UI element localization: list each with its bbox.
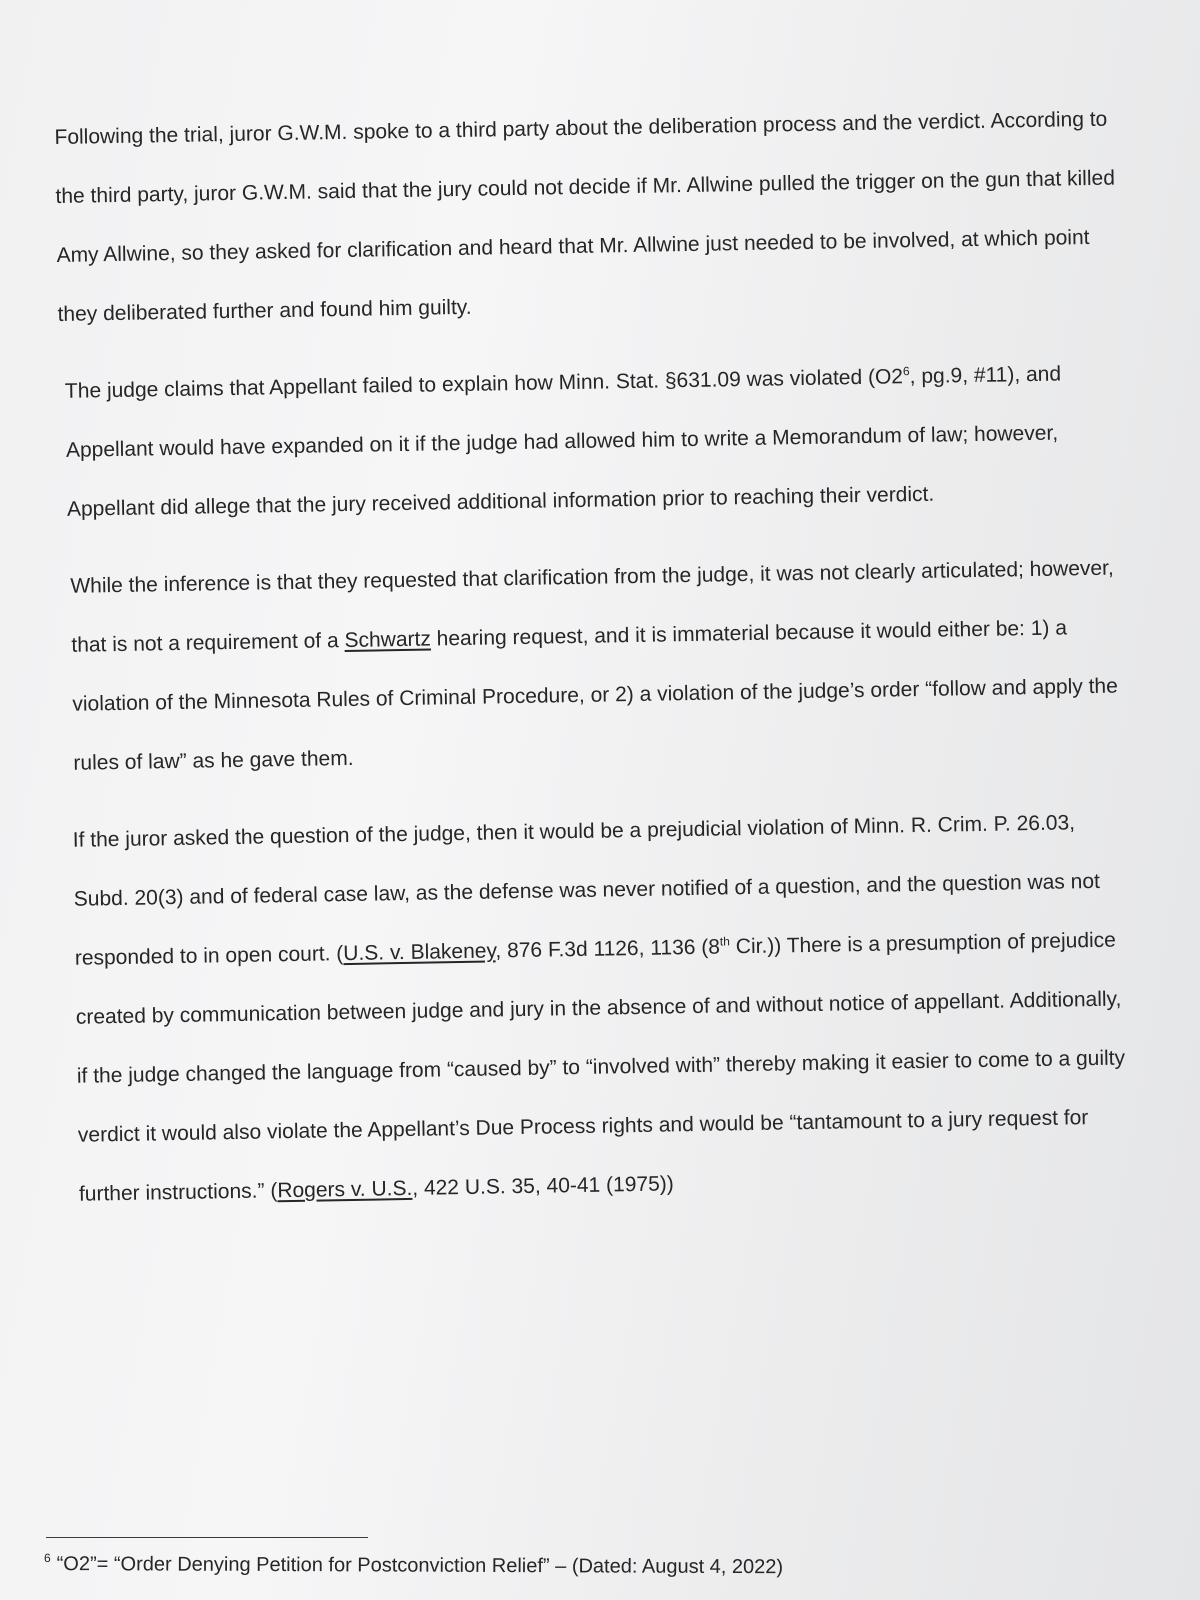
ordinal-superscript: th [719, 934, 730, 949]
footnote-divider [46, 1537, 368, 1538]
paragraph-text: If the juror asked the question of the judge, then it would be a prejudicial violation of Minn. R. Crim. P. 26.03, Subd. 20(3) and of federal case law, as the defense was never notified of a question, and the question was not responded to in open court. ( [72, 811, 1101, 970]
case-citation-rogers: Rogers v. U.S. [277, 1176, 413, 1203]
footnote [44, 1553, 1044, 1580]
paragraph-text: Following the trial, juror G.W.M. spoke to a third party about the deliberation process and the verdict. According to the third party, juror G.W.M. said that the jury could not decide if Mr. Allwine pulled the trigger on the gun that killed Amy Allwine, so they asked for clarification and heard that Mr. Allwine just needed to be involved, at which point they deliberated further and found him guilty. [54, 107, 1116, 326]
footnote-reference: 6 [902, 364, 910, 379]
case-citation-blakeney: U.S. v. Blakeney [343, 939, 496, 966]
paragraph-judge-claims [64, 343, 1121, 538]
case-citation-schwartz: Schwartz [344, 627, 432, 653]
paragraph-text: Cir.)) There is a presumption of prejudice created by communication between judge and jury in the absence of and without notice of appellant. Additionally, if the judge changed the language from “caused by” to “involved with” thereby making it easier to come to a guilty verdict it would also violate the Appellant’s Due Process rights and would be “tantamount to a jury request for further instructions.” ( [75, 928, 1126, 1206]
paragraph-text: , 876 F.3d 1126, 1136 (8 [495, 935, 721, 963]
paragraph-inference [70, 538, 1126, 792]
paragraph-juror-statement [54, 90, 1118, 344]
paragraph-text: , 422 U.S. 35, 40-41 (1975)) [412, 1172, 674, 1200]
footnote-text: “O2”= “Order Denying Petition for Postconviction Relief” – (Dated: August 4, 2022) [56, 1553, 784, 1579]
paragraph-prejudicial-violation [72, 792, 1133, 1223]
document-body [54, 90, 1134, 1242]
paragraph-text: While the inference is that they requested that clarification from the judge, it was not clearly articulated; however, that is not a requirement of a [70, 556, 1114, 657]
paragraph-text: The judge claims that Appellant failed to explain how Minn. Stat. §631.09 was violated (O2 [64, 365, 904, 403]
paragraph-text: , pg.9, #11), and Appellant would have expanded on it if the judge had allowed him to write a Memorandum of law; however, Appellant did allege that the jury received additional information prior to reaching their verdict. [65, 362, 1062, 521]
paragraph-text: hearing request, and it is immaterial because it would either be: 1) a violation of the Minnesota Rules of Criminal Procedure, or 2) a violation of the judge’s order “follow and apply the rules of law” as he gave them. [72, 616, 1118, 775]
footnote-number: 6 [43, 1551, 51, 1566]
